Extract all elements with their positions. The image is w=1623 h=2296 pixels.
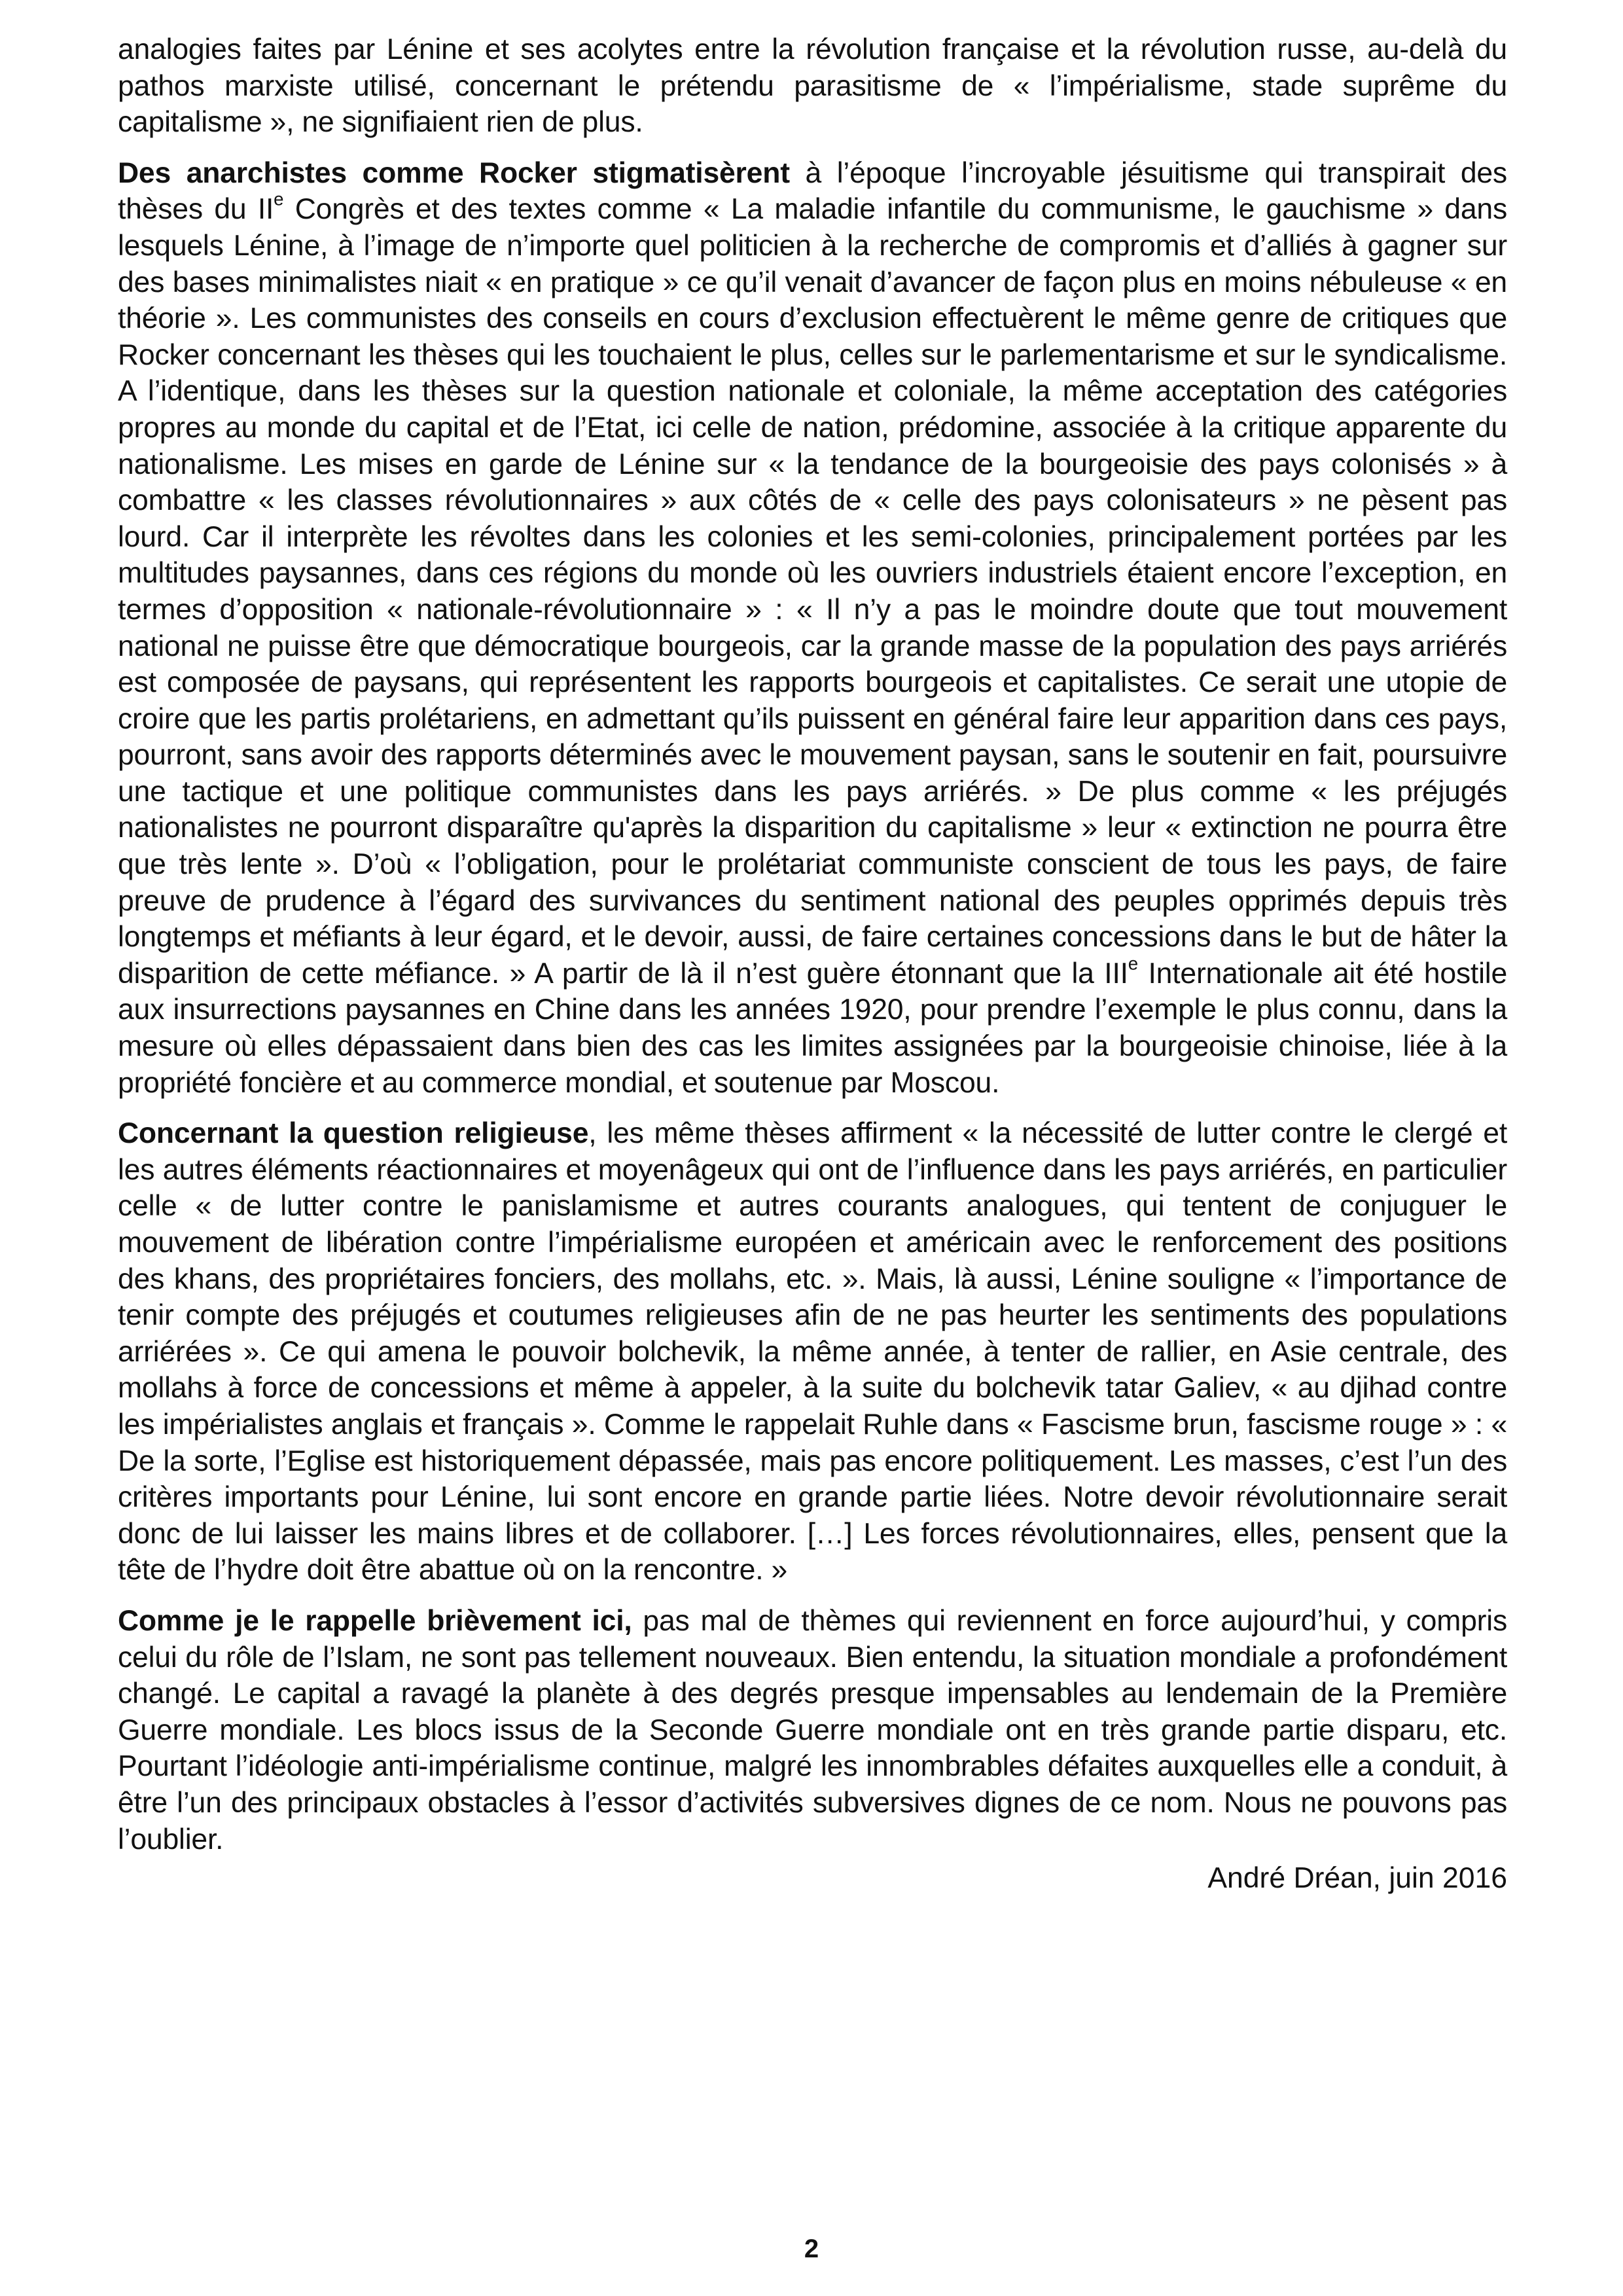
paragraph-2-text-c: Internationale ait été hostile aux insurrections paysannes en Chine dans les années 1920, pour prendre l’exemple le plus connu, dans la mesure où elles dépassaient dans bien des cas les limites assignées par la bourgeoisie chinoise, liée à la propriété foncière et au commerce mondial, et soutenue par Moscou. <box>118 957 1508 1099</box>
paragraph-1-text: analogies faites par Lénine et ses acolytes entre la révolution française et la révolution russe, au-delà du pathos marxiste utilisé, concernant le prétendu parasitisme de « l’impérialisme, stade suprême du capitalisme », ne signifiaient rien de plus. <box>118 33 1507 139</box>
paragraph-4-lead: Comme je le rappelle brièvement ici, <box>118 1604 632 1637</box>
paragraph-1 <box>118 31 1507 141</box>
superscript-e: e <box>274 188 284 209</box>
page-number: 2 <box>804 2234 819 2263</box>
paragraph-2 <box>118 155 1507 1101</box>
paragraph-2-lead: Des anarchistes comme Rocker stigmatisèrent <box>118 156 790 189</box>
paragraph-3 <box>118 1115 1507 1588</box>
paragraph-4 <box>118 1603 1507 1857</box>
author-signature: André Dréan, juin 2016 <box>1207 1862 1507 1895</box>
paragraph-3-text: , les même thèses affirment « la nécessité de lutter contre le clergé et les autres éléments réactionnaires et moyenâgeux qui ont de l’influence dans les pays arriérés, en particulier celle « de lutter contre le panislamisme et autres courants analogues, qui tentent de conjuguer le mouvement de libération contre l’impérialisme européen et américain avec le renforcement des positions des khans, des propriétaires fonciers, des mollahs, etc. ». Mais, là aussi, Lénine souligne « l’importance de tenir compte des préjugés et coutumes religieuses afin de ne pas heurter les sentiments des populations arriérées ». Ce qui amena le pouvoir bolchevik, la même année, à tenter de rallier, en Asie centrale, des mollahs à force de concessions et même à appeler, à la suite du bolchevik tatar Galiev, « au djihad contre les impérialistes anglais et français ». Comme le rappelait Ruhle dans « Fascisme brun, fascisme rouge » : « De la sorte, l’Eglise est historiquement dépassée, mais pas encore politiquement. Les masses, c’est l’un des critères importants pour Lénine, lui sont encore en grande partie liées. Notre devoir révolutionnaire serait donc de lui laisser les mains libres et de collaborer. […] Les forces révolutionnaires, elles, pensent que la tête de l’hydre doit être abattue où on la rencontre. » <box>118 1117 1508 1587</box>
paragraph-2-text-a: à l’époque l’incroyable jésuitisme qui transpirait des thèses du II <box>118 156 1507 226</box>
superscript-e: e <box>1128 953 1138 974</box>
document-page <box>118 31 1507 1897</box>
paragraph-2-text-b: Congrès et des textes comme « La maladie infantile du communisme, le gauchisme » dans lesquels Lénine, à l’image de n’importe quel politicien à la recherche de compromis et d’alliés à gagner sur des bases minimalistes niait « en pratique » ce qu’il venait d’avancer de façon plus en moins nébuleuse « en théorie ». Les communistes des conseils en cours d’exclusion effectuèrent le même genre de critiques que Rocker concernant les thèses qui les touchaient le plus, celles sur le parlementarisme et sur le syndicalisme. A l’identique, dans les thèses sur la question nationale et coloniale, la même acceptation des catégories propres au monde du capital et de l’Etat, ici celle de nation, prédomine, associée à la critique apparente du nationalisme. Les mises en garde de Lénine sur « la tendance de la bourgeoisie des pays colonisés » à combattre « les classes révolutionnaires » aux côtés de « celle des pays colonisateurs » ne pèsent pas lourd. Car il interprète les révoltes dans les colonies et les semi-colonies, principalement portées par les multitudes paysannes, dans ces régions du monde où les ouvriers industriels étaient encore l’exception, en termes d’opposition « nationale-révolutionnaire » : « Il n’y a pas le moindre doute que tout mouvement national ne puisse être que démocratique bourgeois, car la grande masse de la population des pays arriérés est composée de paysans, qui représentent les rapports bourgeois et capitalistes. Ce serait une utopie de croire que les partis prolétariens, en admettant qu’ils puissent en général faire leur apparition dans ces pays, pourront, sans avoir des rapports déterminés avec le mouvement paysan, sans le soutenir en fait, poursuivre une tactique et une politique communistes dans les pays arriérés. » De plus comme « les préjugés nationalistes ne pourront disparaître qu'après la disparition du capitalisme » leur « extinction ne pourra être que très lente ». D’où « l’obligation, pour le prolétariat communiste conscient de tous les pays, de faire preuve de prudence à l’égard des survivances du sentiment national des peuples opprimés depuis très longtemps et méfiants à leur égard, et le devoir, aussi, de faire certaines concessions dans le but de hâter la disparition de cette méfiance. » A partir de là il n’est guère étonnant que la III <box>118 193 1508 990</box>
paragraph-3-lead: Concernant la question religieuse <box>118 1117 589 1150</box>
paragraph-4-text: pas mal de thèmes qui reviennent en force aujourd’hui, y compris celui du rôle de l’Islam, ne sont pas tellement nouveaux. Bien entendu, la situation mondiale a profondément changé. Le capital a ravagé la planète à des degrés presque impensables au lendemain de la Première Guerre mondiale. Les blocs issus de la Seconde Guerre mondiale ont en très grande partie disparu, etc. Pourtant l’idéologie anti-impérialisme continue, malgré les innombrables défaites auxquelles elle a conduit, à être l’un des principaux obstacles à l’essor d’activités subversives dignes de ce nom. Nous ne pouvons pas l’oublier. <box>118 1604 1508 1856</box>
